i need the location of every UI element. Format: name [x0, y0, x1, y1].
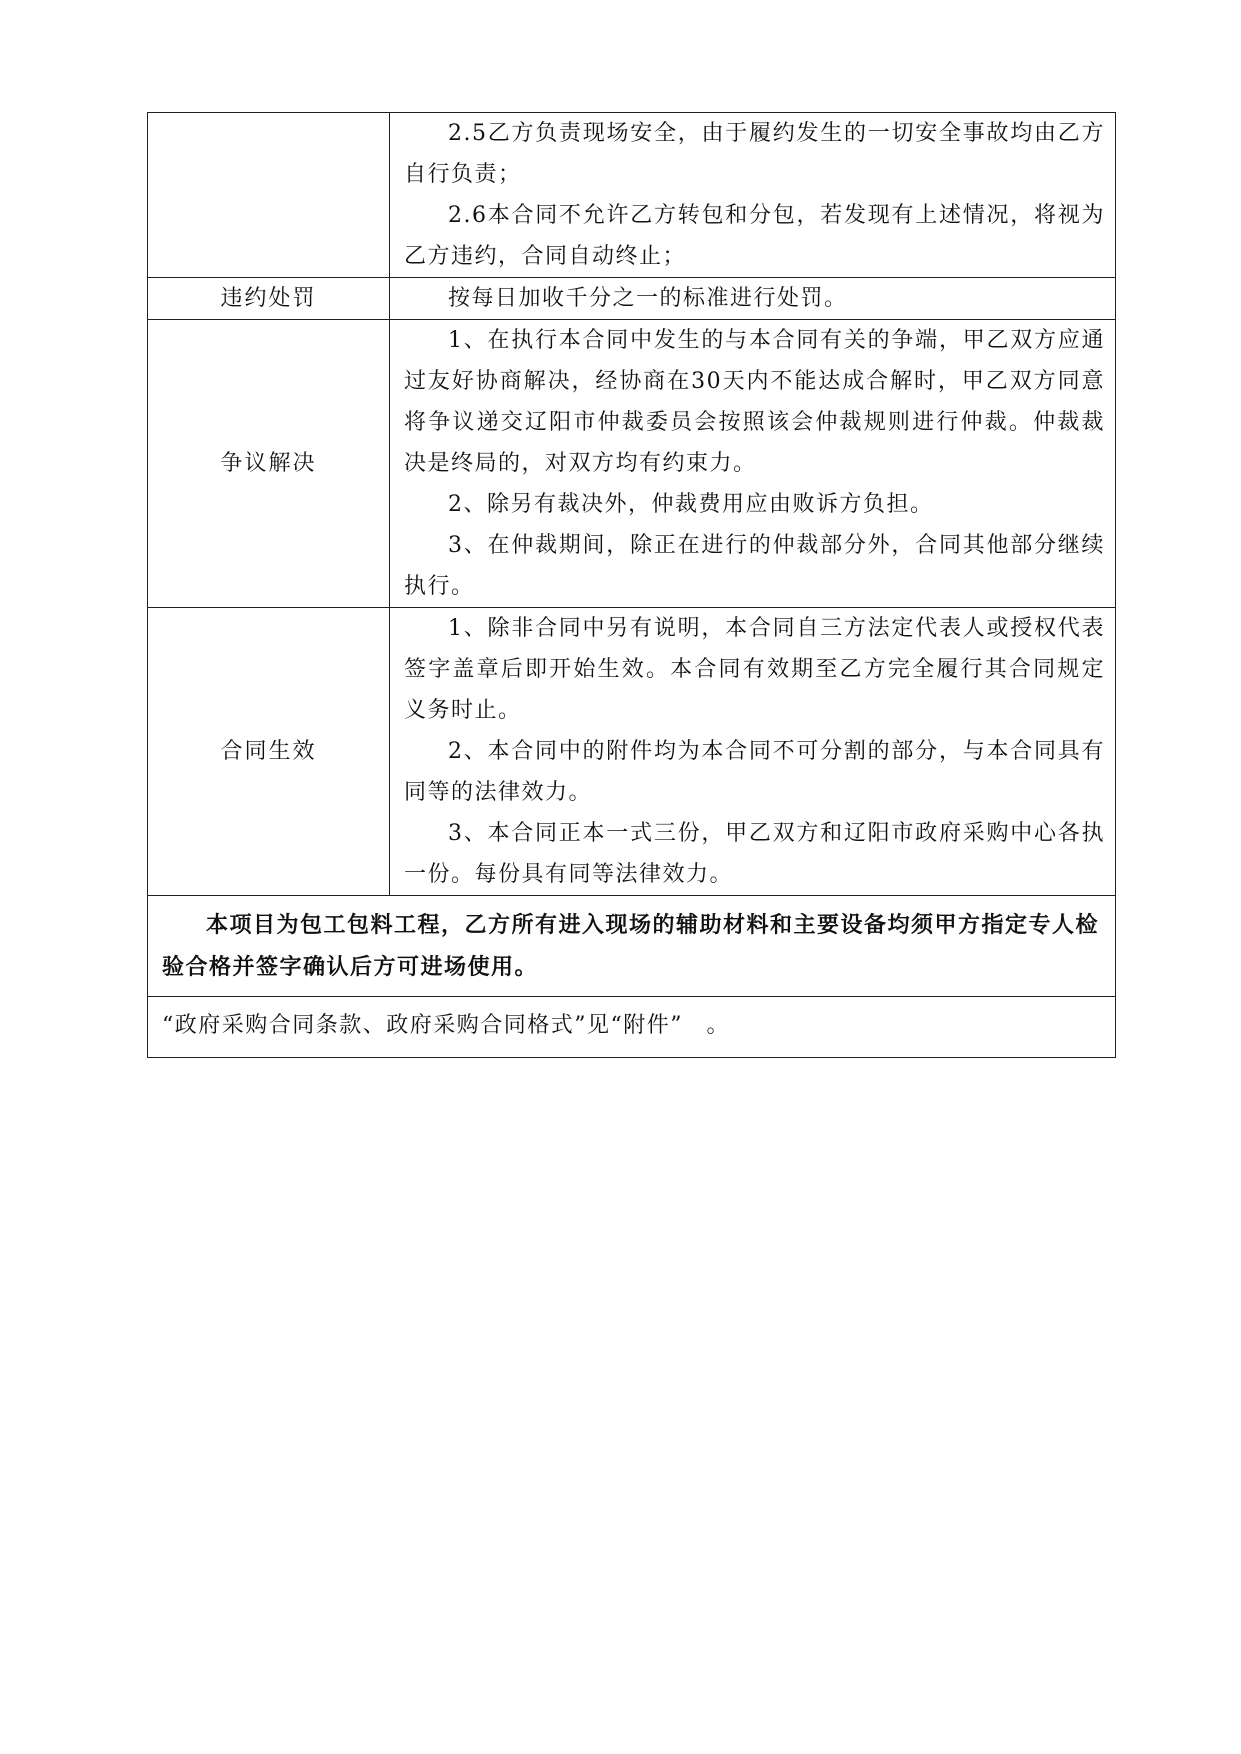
bold-note-cell: [148, 896, 1116, 997]
footer-note-cell: [148, 997, 1116, 1058]
row-content-effect: [390, 608, 1116, 896]
effect-clause-2: 2、本合同中的附件均为本合同不可分割的部分，与本合同具有同等的法律效力。: [404, 739, 1105, 805]
table-row-dispute: [148, 320, 1116, 608]
row-label-empty: [148, 113, 390, 278]
dispute-clause-2: 2、除另有裁决外，仲裁费用应由败诉方负担。: [448, 492, 934, 517]
table-row-bold-note: [148, 896, 1116, 997]
clause-2-5: 2.5乙方负责现场安全，由于履约发生的一切安全事故均由乙方自行负责；: [404, 121, 1105, 187]
dispute-clause-1: 1、在执行本合同中发生的与本合同有关的争端，甲乙双方应通过友好协商解决，经协商在30天内不能达成合解时，甲乙双方同意将争议递交辽阳市仲裁委员会按照该会仲裁规则进行仲裁。仲裁裁决是终局的，对双方均有约束力。: [404, 328, 1105, 476]
footer-note-text: “政府采购合同条款、政府采购合同格式”见“附件” 。: [162, 1013, 730, 1038]
table-row-footer-note: [148, 997, 1116, 1058]
clause-2-6: 2.6本合同不允许乙方转包和分包，若发现有上述情况，将视为乙方违约，合同自动终止；: [404, 203, 1105, 269]
contract-terms-table: [147, 112, 1116, 1058]
table-row-penalty: [148, 278, 1116, 320]
row-content-dispute: [390, 320, 1116, 608]
effect-clause-3: 3、本合同正本一式三份，甲乙双方和辽阳市政府采购中心各执一份。每份具有同等法律效力。: [404, 821, 1105, 887]
row-label-dispute: 争议解决: [148, 320, 390, 608]
row-content-safety: [390, 113, 1116, 278]
effect-clause-1: 1、除非合同中另有说明，本合同自三方法定代表人或授权代表签字盖章后即开始生效。本合同有效期至乙方完全履行其合同规定义务时止。: [404, 616, 1105, 723]
row-label-effect: 合同生效: [148, 608, 390, 896]
penalty-text: 按每日加收千分之一的标准进行处罚。: [448, 286, 848, 311]
table-row-effect: [148, 608, 1116, 896]
dispute-clause-3: 3、在仲裁期间，除正在进行的仲裁部分外，合同其他部分继续执行。: [404, 533, 1105, 599]
bold-note-text: 本项目为包工包料工程，乙方所有进入现场的辅助材料和主要设备均须甲方指定专人检验合格并签字确认后方可进场使用。: [162, 912, 1100, 980]
row-content-penalty: [390, 278, 1116, 320]
row-label-penalty: 违约处罚: [148, 278, 390, 320]
table-row-safety: [148, 113, 1116, 278]
